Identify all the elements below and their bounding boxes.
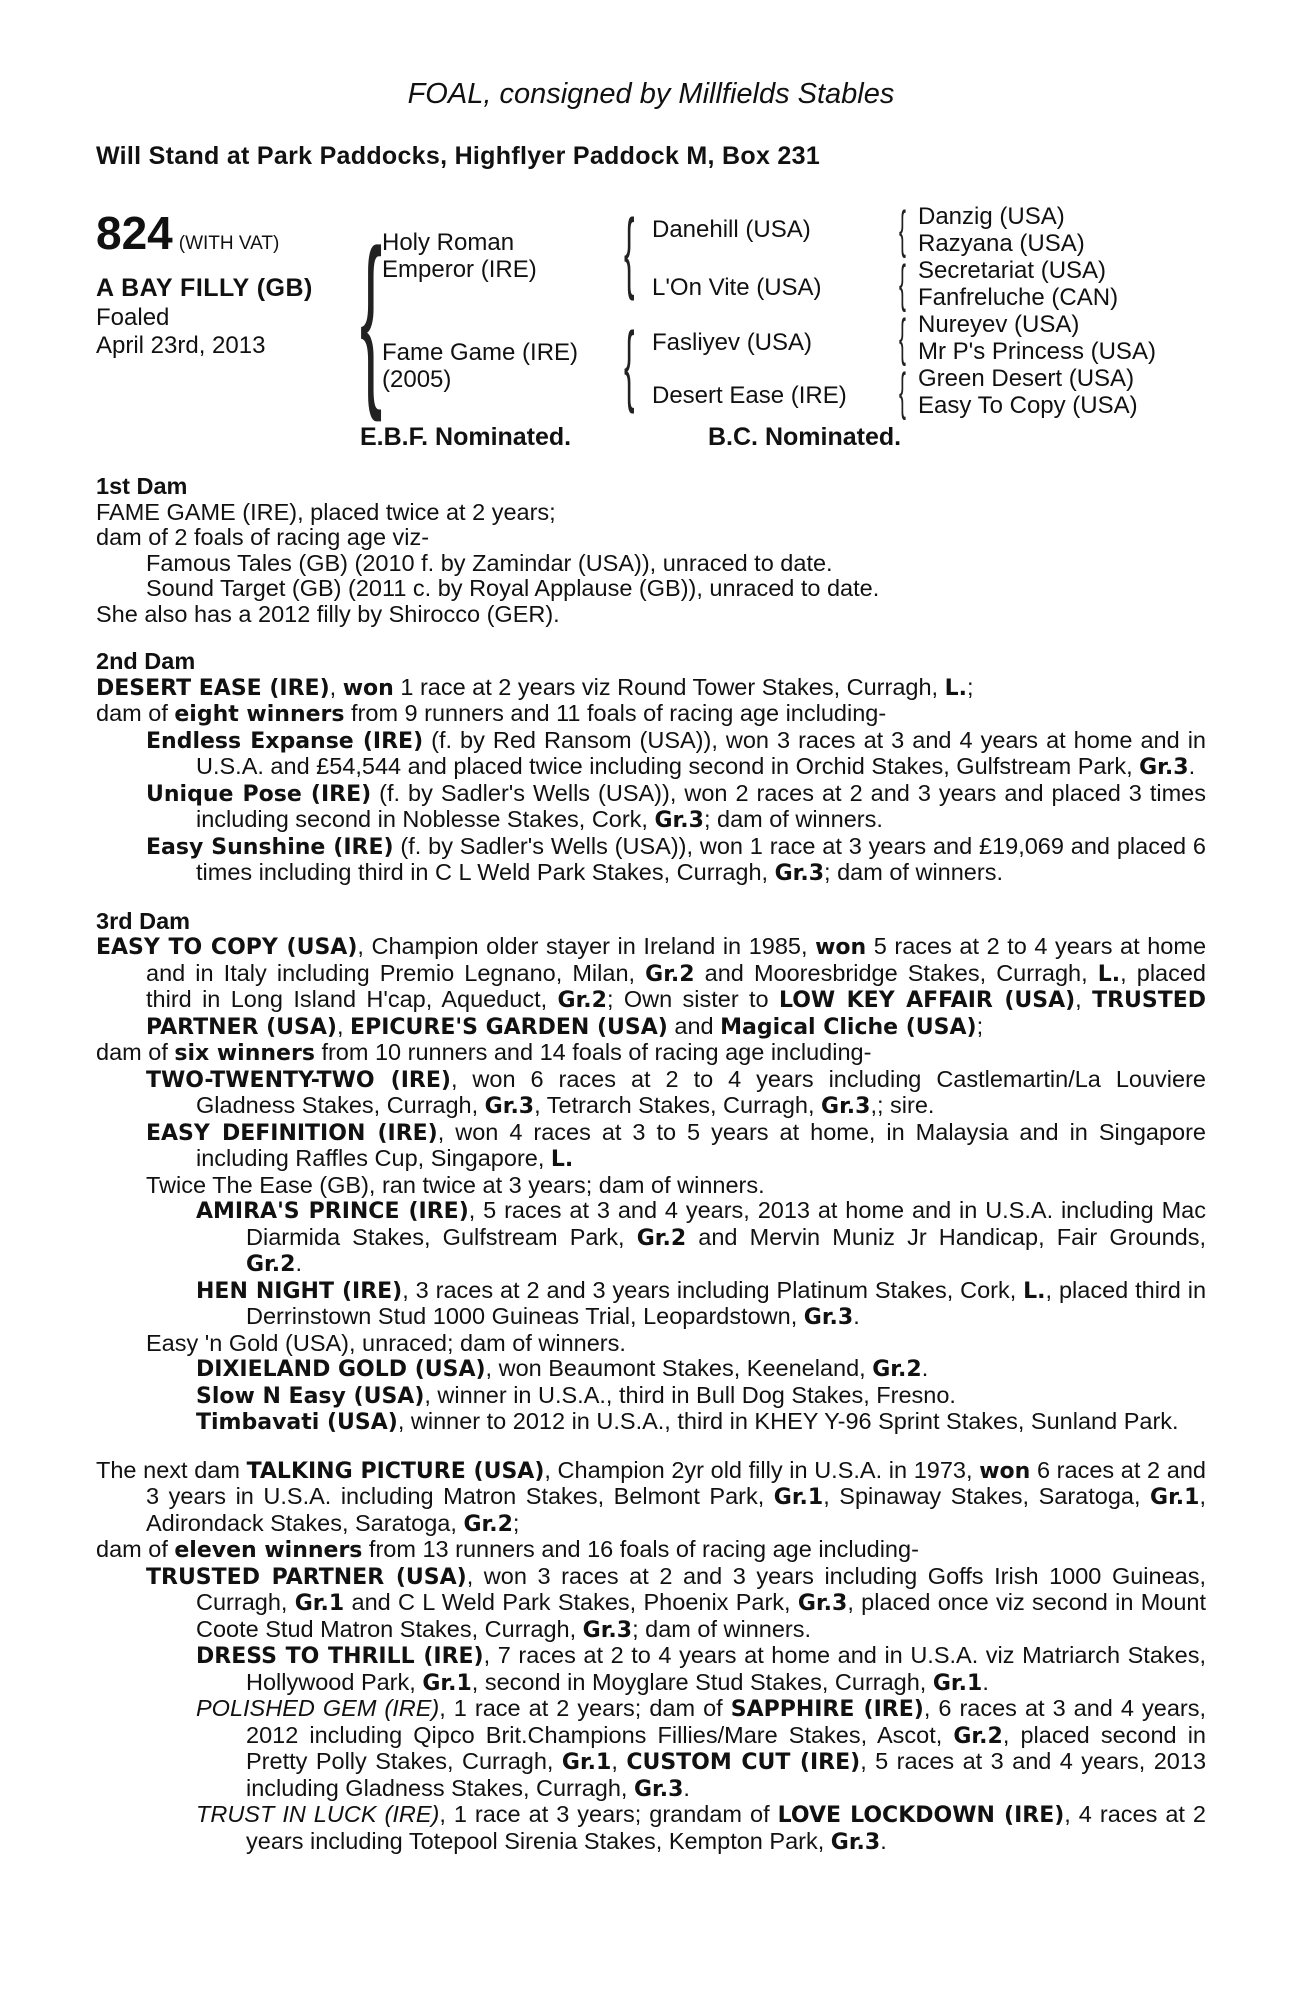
g5: Nureyev (USA) — [918, 311, 1080, 338]
dam-dam: Desert Ease (IRE) — [652, 382, 847, 409]
second-dam-section — [96, 649, 1206, 887]
brace-icon: { — [899, 309, 906, 367]
winners-count: eight winners — [174, 702, 345, 727]
text: , winner in U.S.A., third in Bull Dog Stakes, Fresno. — [424, 1381, 956, 1408]
text: , won 6 races at 2 to 4 years including Castlemartin/La Louviere Gladness Stakes, Curragh, — [196, 1065, 1206, 1118]
text: . — [921, 1355, 929, 1381]
grade-label: Gr.2 — [636, 1225, 687, 1251]
won-label: won — [342, 675, 394, 701]
grandsire-group-2 — [918, 257, 1118, 311]
text: , Spinaway Stakes, Saratoga, — [823, 1483, 1151, 1509]
text: , Adirondack Stakes, Saratoga, — [146, 1483, 1206, 1536]
text: ; dam of winners. — [703, 806, 883, 832]
third-dam-heading: 3rd Dam — [96, 907, 191, 934]
horse-name: DESERT EASE (IRE) — [96, 675, 330, 701]
third-dam-intro — [96, 934, 1206, 1040]
dam — [382, 339, 578, 393]
grade-label: Gr.3 — [582, 1617, 633, 1643]
produce-entry — [96, 834, 1206, 887]
horse-name: Slow N Easy (USA) — [196, 1383, 425, 1409]
produce-entry — [96, 1564, 1206, 1644]
g1: Danzig (USA) — [918, 203, 1065, 230]
grade-label: Gr.3 — [797, 1591, 848, 1616]
text: 6 races at 2 and 3 years in U.S.A. including Matron Stakes, Belmont Park, — [146, 1456, 1206, 1509]
first-dam-line: She also has a 2012 filly by Shirocco (GER). — [96, 600, 560, 627]
grade-label: Gr.2 — [645, 961, 695, 987]
text: ; Own sister to — [606, 986, 779, 1012]
text: , — [611, 1748, 627, 1774]
horse-name: Magical Cliche (USA) — [720, 1014, 977, 1040]
g8: Easy To Copy (USA) — [918, 392, 1138, 419]
dam-line-1: Fame Game (IRE) — [382, 339, 579, 366]
next-dam-section — [96, 1458, 1206, 1856]
horse-name: LOW KEY AFFAIR (USA) — [778, 988, 1076, 1013]
dam-of-line — [96, 1040, 1206, 1067]
text: , won Beaumont Stakes, Keeneland, — [485, 1355, 873, 1381]
text: . — [853, 1303, 860, 1329]
text: ; — [976, 1012, 984, 1039]
produce-entry — [96, 1120, 1206, 1173]
text: , 5 races at 3 and 4 years, 2013 including Gladness Stakes, Curragh, — [246, 1748, 1207, 1801]
sire — [382, 229, 537, 283]
text: and Mooresbridge Stakes, Curragh, — [694, 959, 1098, 986]
text: (f. by Sadler's Wells (USA)), won 2 races at 2 and 3 years and placed 3 times including second in Noblesse Stakes, Cork, — [196, 779, 1207, 832]
sire-sire: Danehill (USA) — [652, 216, 811, 243]
text: dam of — [96, 1039, 175, 1065]
dam-line-2: (2005) — [382, 366, 452, 393]
horse-name: TALKING PICTURE (USA) — [246, 1458, 545, 1484]
text: ; — [512, 1509, 520, 1536]
text: ; — [966, 673, 974, 700]
text: . — [1188, 753, 1196, 779]
text: ,; sire. — [870, 1092, 935, 1118]
second-dam-intro: DESERT EASE (IRE), won 1 race at 2 years viz Round Tower Stakes, Curragh, L.; — [96, 673, 974, 701]
text: and Mervin Muniz Jr Handicap, Fair Grounds, — [686, 1223, 1207, 1250]
brace-icon: { — [360, 211, 383, 423]
text: , 1 race at 3 years; grandam of — [439, 1801, 778, 1827]
grandsire-group-3 — [918, 311, 1156, 365]
winners-count: eleven winners — [174, 1538, 363, 1563]
text: (f. by Red Ransom (USA)), won 3 races at 3 and 4 years at home and in U.S.A. and £54,544 and placed twice including second in Orchid Stakes, Gulfstream Park, — [196, 726, 1206, 779]
grade-label: Gr.2 — [463, 1511, 513, 1537]
sire-dam: L'On Vite (USA) — [652, 274, 822, 301]
produce-record — [96, 474, 1206, 1855]
text: , placed once viz second in Mount Coote Stud Matron Stakes, Curragh, — [196, 1589, 1207, 1642]
horse-name: SAPPHIRE (IRE) — [730, 1697, 924, 1722]
text: . — [683, 1774, 690, 1801]
lot-number: 824 — [96, 207, 173, 259]
bc-nomination: B.C. Nominated. — [708, 423, 902, 451]
horse-name: AMIRA'S PRINCE (IRE) — [196, 1199, 469, 1224]
horse-name: Unique Pose (IRE) — [146, 781, 372, 807]
third-dam-section — [96, 909, 1206, 1436]
horse-name: DIXIELAND GOLD (USA) — [196, 1357, 486, 1382]
won-label: won — [979, 1458, 1031, 1484]
text: ; dam of winners. — [824, 859, 1003, 885]
text: , placed third in Long Island H'cap, Aqueduct, — [146, 959, 1206, 1012]
dam-of-line — [96, 701, 1206, 728]
produce-entry — [96, 781, 1206, 834]
text: ; dam of winners. — [632, 1615, 812, 1642]
text: , 4 races at 2 years including Totepool Sirenia Stakes, Kempton Park, — [246, 1801, 1206, 1854]
text: . — [982, 1668, 989, 1695]
text: , — [1075, 986, 1093, 1012]
g4: Fanfreluche (CAN) — [918, 284, 1119, 311]
brace-icon: { — [624, 202, 635, 302]
grade-label: Gr.3 — [821, 1094, 871, 1119]
listed-label: L. — [944, 675, 967, 701]
first-dam-line: FAME GAME (IRE), placed twice at 2 years; — [96, 498, 556, 525]
grandsire-group-4 — [918, 365, 1138, 419]
grade-label: Gr.3 — [484, 1094, 535, 1119]
dam-of-line — [96, 1537, 1206, 1564]
won-label: won — [815, 935, 867, 960]
text: from 13 runners and 16 foals of racing age including- — [362, 1536, 919, 1562]
text: , placed second in Pretty Polly Stakes, Curragh, — [246, 1721, 1207, 1774]
text: , won 3 races at 2 and 3 years including Goffs Irish 1000 Guineas, Curragh, — [196, 1562, 1206, 1615]
first-dam-section — [96, 474, 1206, 627]
grade-label: Gr.1 — [773, 1485, 824, 1510]
first-dam-line: dam of 2 foals of racing age viz- — [96, 524, 430, 550]
grand-produce-entry — [96, 1643, 1206, 1696]
grade-label: Gr.3 — [774, 861, 825, 886]
text: The next dam — [96, 1456, 247, 1483]
grandsire-group-1 — [918, 203, 1085, 257]
g3: Secretariat (USA) — [918, 257, 1107, 284]
grand-produce-entry — [96, 1696, 1206, 1802]
horse-name: CUSTOM CUT (IRE) — [626, 1750, 861, 1775]
produce-entry: Twice The Ease (GB), ran twice at 3 years; dam of winners. — [146, 1171, 765, 1198]
lot-name: A BAY FILLY (GB) — [96, 274, 313, 302]
grade-label: Gr.1 — [932, 1670, 983, 1696]
produce-entry: Easy 'n Gold (USA), unraced; dam of winners. — [146, 1329, 626, 1356]
grade-label: Gr.3 — [830, 1829, 881, 1855]
text: , 1 race at 2 years; dam of — [439, 1695, 731, 1721]
horse-name: TWO-TWENTY-TWO (IRE) — [146, 1067, 451, 1093]
horse-name: Endless Expanse (IRE) — [146, 728, 424, 754]
text: , second in Moyglare Stud Stakes, Curragh, — [471, 1668, 933, 1695]
horse-name: TRUSTED PARTNER (USA) — [146, 1564, 467, 1590]
grade-label: Gr.1 — [1150, 1485, 1200, 1510]
text: and — [667, 1012, 721, 1039]
text: , Champion 2yr old filly in U.S.A. in 1973, — [544, 1456, 980, 1483]
grade-label: Gr.2 — [557, 988, 607, 1013]
ebf-nomination: E.B.F. Nominated. — [360, 423, 572, 451]
grade-label: Gr.3 — [1139, 755, 1189, 780]
listed-label: L. — [1023, 1278, 1046, 1304]
text: , won 4 races at 3 to 5 years at home, in Malaysia and in Singapore including Raffles Cup, Singapore, — [196, 1118, 1206, 1171]
lot-number-block — [96, 206, 279, 260]
foaled-label: Foaled — [96, 304, 170, 331]
text: dam of — [96, 1536, 175, 1562]
horse-name: EPICURE'S GARDEN (USA) — [350, 1014, 668, 1040]
brace-icon: { — [624, 315, 635, 415]
stand-location: Will Stand at Park Paddocks, Highflyer Paddock M, Box 231 — [96, 142, 821, 170]
listed-label: L. — [550, 1147, 574, 1172]
foal-entry: Famous Tales (GB) (2010 f. by Zamindar (USA)), unraced to date. — [146, 549, 833, 576]
horse-name: EASY TO COPY (USA) — [96, 935, 358, 960]
text: from 9 runners and 11 foals of racing age including- — [344, 700, 887, 726]
text: . — [880, 1827, 887, 1854]
sire-line-1: Holy Roman — [382, 229, 515, 256]
grand-produce-entry — [96, 1383, 1206, 1410]
horse-name: TRUSTED PARTNER (USA) — [146, 988, 1207, 1040]
g7: Green Desert (USA) — [918, 365, 1135, 392]
horse-name: DRESS TO THRILL (IRE) — [196, 1644, 484, 1669]
text: , — [336, 1012, 351, 1039]
grade-label: Gr.3 — [633, 1776, 684, 1802]
text: , 6 races at 3 and 4 years, 2012 including Qipco Brit.Champions Fillies/Mare Stakes, Ascot, — [246, 1695, 1206, 1748]
horse-name: TRUST IN LUCK (IRE) — [196, 1801, 440, 1827]
text: , 7 races at 2 to 4 years at home and in U.S.A. viz Matriarch Stakes, Hollywood Park, — [246, 1642, 1206, 1695]
grade-label: Gr.2 — [953, 1723, 1003, 1749]
vat-label: (WITH VAT) — [178, 233, 280, 254]
brace-icon: { — [899, 363, 906, 421]
text: and C L Weld Park Stakes, Phoenix Park, — [344, 1589, 798, 1615]
text: , Tetrarch Stakes, Curragh, — [534, 1092, 822, 1118]
grand-produce-entry — [96, 1356, 1206, 1383]
g6: Mr P's Princess (USA) — [918, 338, 1156, 365]
second-dam-heading: 2nd Dam — [96, 648, 196, 674]
listed-label: L. — [1097, 961, 1121, 987]
grade-label: Gr.3 — [803, 1305, 854, 1330]
dam-sire: Fasliyev (USA) — [652, 329, 813, 356]
produce-entry — [96, 728, 1206, 781]
next-dam-intro — [96, 1458, 1206, 1538]
grand-produce-entry — [96, 1198, 1206, 1278]
text: from 10 runners and 14 foals of racing age including- — [314, 1039, 872, 1065]
text: 5 races at 2 to 4 years at home and in Italy including Premio Legnano, Milan, — [146, 933, 1207, 986]
grade-label: Gr.2 — [246, 1252, 296, 1277]
first-dam-heading: 1st Dam — [96, 473, 188, 499]
text: , winner to 2012 in U.S.A., third in KHEY Y-96 Sprint Stakes, Sunland Park. — [397, 1408, 1179, 1434]
g2: Razyana (USA) — [918, 230, 1085, 257]
horse-name: LOVE LOCKDOWN (IRE) — [777, 1803, 1065, 1828]
brace-icon: { — [899, 255, 906, 313]
grand-produce-entry — [96, 1409, 1206, 1436]
text: , Champion older stayer in Ireland in 1985, — [357, 933, 816, 959]
grade-label: Gr.3 — [654, 808, 704, 833]
grand-produce-entry — [96, 1278, 1206, 1331]
text: , 5 races at 3 and 4 years, 2013 at home and in U.S.A. including Mac Diarmida Stakes, Gulfstream Park, — [246, 1197, 1206, 1250]
grade-label: Gr.1 — [561, 1750, 612, 1775]
grand-produce-entry — [96, 1802, 1206, 1855]
text: 1 race at 2 years viz Round Tower Stakes, Curragh, — [393, 673, 945, 700]
produce-entry — [96, 1067, 1206, 1120]
grade-label: Gr.1 — [294, 1591, 345, 1616]
horse-name: Timbavati (USA) — [196, 1410, 398, 1435]
text: dam of — [96, 700, 175, 726]
foaled-date: April 23rd, 2013 — [96, 332, 266, 359]
horse-name: Easy Sunshine (IRE) — [146, 834, 394, 860]
consignment-line: FOAL, consigned by Millfields Stables — [407, 78, 895, 110]
sire-line-2: Emperor (IRE) — [382, 256, 537, 283]
brace-icon: { — [899, 201, 906, 259]
grade-label: Gr.1 — [422, 1670, 472, 1696]
horse-name: POLISHED GEM (IRE) — [196, 1695, 440, 1721]
text: , placed third in Derrinstown Stud 1000 Guineas Trial, Leopardstown, — [246, 1276, 1207, 1329]
text: . — [295, 1250, 302, 1276]
winners-count: six winners — [174, 1041, 315, 1066]
foal-entry: Sound Target (GB) (2011 c. by Royal Applause (GB)), unraced to date. — [146, 575, 880, 601]
text: , 3 races at 2 and 3 years including Platinum Stakes, Cork, — [402, 1276, 1024, 1303]
horse-name: HEN NIGHT (IRE) — [196, 1278, 403, 1304]
text: (f. by Sadler's Wells (USA)), won 1 race at 3 years and £19,069 and placed 6 times including third in C L Weld Park Stakes, Curragh, — [196, 832, 1206, 885]
grade-label: Gr.2 — [872, 1357, 922, 1382]
horse-name: EASY DEFINITION (IRE) — [146, 1120, 438, 1146]
